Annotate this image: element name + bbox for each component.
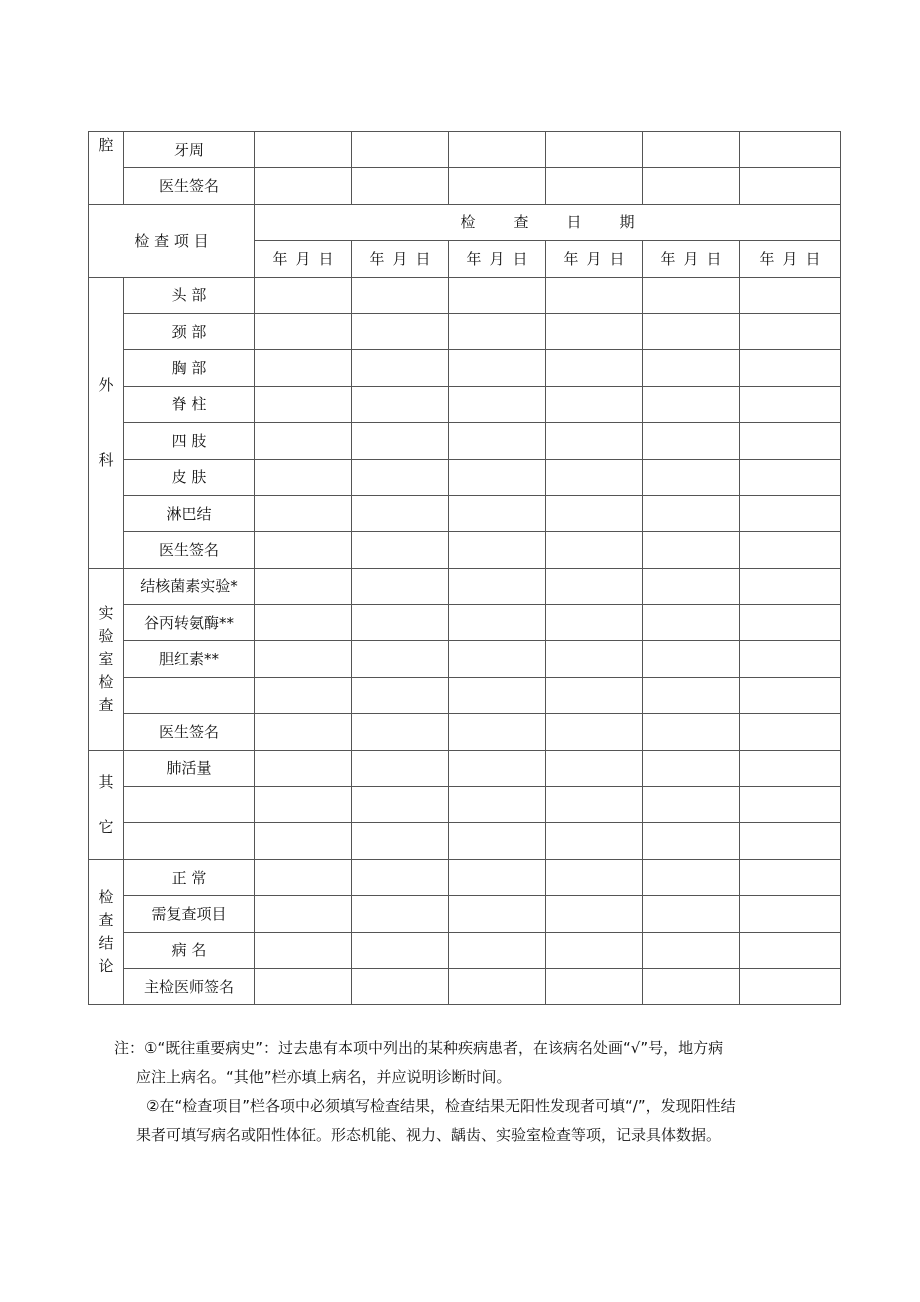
entry-cell[interactable] [740, 823, 841, 859]
oral-group-label: 腔 [89, 132, 124, 205]
row-label-spine: 脊 柱 [124, 386, 255, 422]
entry-cell[interactable] [740, 932, 841, 968]
entry-cell[interactable] [546, 787, 643, 823]
row-label-normal: 正 常 [124, 859, 255, 895]
row-label-recheck-items: 需复查项目 [124, 896, 255, 932]
entry-cell[interactable] [255, 568, 352, 604]
entry-cell[interactable] [643, 932, 740, 968]
note-1-line-2: 应注上病名。“其他”栏亦填上病名，并应说明诊断时间。 [136, 1068, 512, 1086]
row-label-neck: 颈 部 [124, 313, 255, 349]
entry-cell[interactable] [449, 641, 546, 677]
entry-cell[interactable] [740, 277, 841, 313]
entry-cell[interactable] [643, 568, 740, 604]
row-label-lab-signature: 医生签名 [124, 714, 255, 750]
entry-cell[interactable] [255, 714, 352, 750]
entry-cell[interactable] [352, 423, 449, 459]
entry-cell[interactable] [740, 495, 841, 531]
row-label-skin: 皮 肤 [124, 459, 255, 495]
entry-cell[interactable] [352, 677, 449, 713]
entry-cell[interactable] [352, 641, 449, 677]
entry-cell[interactable] [740, 568, 841, 604]
entry-cell[interactable] [643, 896, 740, 932]
entry-cell[interactable] [352, 823, 449, 859]
entry-cell[interactable] [352, 568, 449, 604]
entry-cell[interactable] [255, 386, 352, 422]
entry-cell[interactable] [255, 787, 352, 823]
entry-cell[interactable] [352, 132, 449, 168]
lab-group-label: 实 验 室 检 查 [89, 568, 124, 750]
row-label-lymph-nodes: 淋巴结 [124, 495, 255, 531]
entry-cell[interactable] [449, 750, 546, 786]
entry-cell[interactable] [740, 641, 841, 677]
entry-cell[interactable] [449, 896, 546, 932]
entry-cell[interactable] [643, 787, 740, 823]
entry-cell[interactable] [352, 532, 449, 568]
entry-cell[interactable] [546, 605, 643, 641]
entry-cell[interactable] [255, 423, 352, 459]
entry-cell[interactable] [255, 532, 352, 568]
entry-cell[interactable] [546, 896, 643, 932]
entry-cell[interactable] [643, 605, 740, 641]
entry-cell[interactable] [643, 350, 740, 386]
entry-cell[interactable] [643, 823, 740, 859]
entry-cell[interactable] [255, 132, 352, 168]
exam-item-header: 检 查 项 目 [89, 204, 255, 277]
entry-cell[interactable] [255, 168, 352, 204]
entry-cell[interactable] [449, 859, 546, 895]
row-label-tuberculin-test: 结核菌素实验* [124, 568, 255, 604]
other-group-label: 其 它 [89, 750, 124, 859]
entry-cell[interactable] [740, 459, 841, 495]
note-2-line-1: ②在“检查项目”栏各项中必须填写检查结果，检查结果无阳性发现者可填“/”，发现阳性结 [146, 1097, 736, 1115]
entry-cell[interactable] [740, 423, 841, 459]
row-label-disease-name: 病 名 [124, 932, 255, 968]
entry-cell[interactable] [255, 677, 352, 713]
entry-cell[interactable] [352, 859, 449, 895]
row-label-chest: 胸 部 [124, 350, 255, 386]
entry-cell[interactable] [255, 859, 352, 895]
surgery-group-label: 外 科 [89, 277, 124, 568]
entry-cell[interactable] [643, 714, 740, 750]
entry-cell[interactable] [255, 459, 352, 495]
entry-cell[interactable] [255, 350, 352, 386]
exam-record-table [88, 131, 841, 1005]
entry-cell[interactable] [449, 313, 546, 349]
entry-cell[interactable] [740, 677, 841, 713]
entry-cell[interactable] [449, 350, 546, 386]
footnotes [114, 1034, 844, 1150]
entry-cell[interactable] [255, 932, 352, 968]
entry-cell[interactable] [352, 313, 449, 349]
entry-cell[interactable] [546, 859, 643, 895]
date-column-3[interactable]: 年 月 日 [449, 241, 546, 277]
entry-cell[interactable] [643, 423, 740, 459]
entry-cell[interactable] [546, 423, 643, 459]
entry-cell[interactable] [352, 787, 449, 823]
entry-cell[interactable] [643, 859, 740, 895]
entry-cell[interactable] [546, 641, 643, 677]
entry-cell[interactable] [449, 787, 546, 823]
entry-cell[interactable] [255, 896, 352, 932]
entry-cell[interactable] [546, 823, 643, 859]
entry-cell[interactable] [740, 968, 841, 1004]
date-column-5[interactable]: 年 月 日 [643, 241, 740, 277]
entry-cell[interactable] [449, 386, 546, 422]
entry-cell[interactable] [643, 532, 740, 568]
entry-cell[interactable] [546, 386, 643, 422]
entry-cell[interactable] [352, 750, 449, 786]
entry-cell[interactable] [643, 459, 740, 495]
entry-cell[interactable] [255, 750, 352, 786]
entry-cell[interactable] [352, 605, 449, 641]
entry-cell[interactable] [255, 605, 352, 641]
row-label-head: 头 部 [124, 277, 255, 313]
entry-cell[interactable] [740, 787, 841, 823]
entry-cell[interactable] [643, 386, 740, 422]
entry-cell[interactable] [546, 168, 643, 204]
entry-cell[interactable] [255, 823, 352, 859]
entry-cell[interactable] [449, 714, 546, 750]
row-label-blank[interactable] [124, 823, 255, 859]
row-label-bilirubin: 胆红素** [124, 641, 255, 677]
entry-cell[interactable] [449, 968, 546, 1004]
entry-cell[interactable] [643, 495, 740, 531]
row-label-blank[interactable] [124, 787, 255, 823]
entry-cell[interactable] [352, 932, 449, 968]
row-label-alt: 谷丙转氨酶** [124, 605, 255, 641]
row-label-surgery-signature: 医生签名 [124, 532, 255, 568]
entry-cell[interactable] [740, 714, 841, 750]
note-2-line-2: 果者可填写病名或阳性体征。形态机能、视力、龋齿、实验室检查等项，记录具体数据。 [136, 1126, 722, 1144]
entry-cell[interactable] [643, 168, 740, 204]
entry-cell[interactable] [546, 568, 643, 604]
entry-cell[interactable] [740, 859, 841, 895]
note-1-line-1: 注：①“既往重要病史”：过去患有本项中列出的某种疾病患者，在该病名处画“√”号，地方病 [114, 1039, 724, 1057]
entry-cell[interactable] [643, 313, 740, 349]
entry-cell[interactable] [449, 277, 546, 313]
entry-cell[interactable] [546, 495, 643, 531]
entry-cell[interactable] [449, 423, 546, 459]
entry-cell[interactable] [546, 459, 643, 495]
entry-cell[interactable] [740, 386, 841, 422]
entry-cell[interactable] [643, 132, 740, 168]
entry-cell[interactable] [740, 132, 841, 168]
entry-cell[interactable] [255, 495, 352, 531]
entry-cell[interactable] [449, 932, 546, 968]
entry-cell[interactable] [255, 313, 352, 349]
entry-cell[interactable] [352, 714, 449, 750]
entry-cell[interactable] [546, 132, 643, 168]
entry-cell[interactable] [740, 605, 841, 641]
entry-cell[interactable] [740, 313, 841, 349]
entry-cell[interactable] [643, 968, 740, 1004]
entry-cell[interactable] [546, 750, 643, 786]
entry-cell[interactable] [643, 677, 740, 713]
conclusion-group-label: 检 查 结 论 [89, 859, 124, 1005]
entry-cell[interactable] [449, 168, 546, 204]
entry-cell[interactable] [449, 459, 546, 495]
entry-cell[interactable] [449, 532, 546, 568]
entry-cell[interactable] [546, 677, 643, 713]
date-column-2[interactable]: 年 月 日 [352, 241, 449, 277]
entry-cell[interactable] [352, 459, 449, 495]
entry-cell[interactable] [449, 677, 546, 713]
entry-cell[interactable] [643, 277, 740, 313]
row-label-vital-capacity: 肺活量 [124, 750, 255, 786]
row-label-chief-physician-signature: 主检医师签名 [124, 968, 255, 1004]
entry-cell[interactable] [449, 823, 546, 859]
entry-cell[interactable] [740, 750, 841, 786]
entry-cell[interactable] [740, 532, 841, 568]
entry-cell[interactable] [449, 568, 546, 604]
date-column-4[interactable]: 年 月 日 [546, 241, 643, 277]
entry-cell[interactable] [546, 932, 643, 968]
row-label-periodontal: 牙周 [124, 132, 255, 168]
entry-cell[interactable] [352, 277, 449, 313]
row-label-limbs: 四 肢 [124, 423, 255, 459]
date-column-6[interactable]: 年 月 日 [740, 241, 841, 277]
entry-cell[interactable] [643, 641, 740, 677]
row-label-blank[interactable] [124, 677, 255, 713]
entry-cell[interactable] [546, 313, 643, 349]
entry-cell[interactable] [643, 750, 740, 786]
entry-cell[interactable] [352, 350, 449, 386]
entry-cell[interactable] [546, 532, 643, 568]
entry-cell[interactable] [740, 350, 841, 386]
date-column-1[interactable]: 年 月 日 [255, 241, 352, 277]
entry-cell[interactable] [255, 277, 352, 313]
entry-cell[interactable] [546, 968, 643, 1004]
entry-cell[interactable] [449, 605, 546, 641]
entry-cell[interactable] [449, 132, 546, 168]
entry-cell[interactable] [352, 896, 449, 932]
entry-cell[interactable] [352, 168, 449, 204]
entry-cell[interactable] [546, 277, 643, 313]
entry-cell[interactable] [352, 386, 449, 422]
entry-cell[interactable] [352, 495, 449, 531]
entry-cell[interactable] [255, 641, 352, 677]
entry-cell[interactable] [352, 968, 449, 1004]
entry-cell[interactable] [740, 896, 841, 932]
entry-cell[interactable] [449, 495, 546, 531]
entry-cell[interactable] [255, 968, 352, 1004]
entry-cell[interactable] [546, 350, 643, 386]
entry-cell[interactable] [546, 714, 643, 750]
row-label-oral-signature: 医生签名 [124, 168, 255, 204]
exam-date-header: 检 查 日 期 [255, 204, 841, 240]
entry-cell[interactable] [740, 168, 841, 204]
